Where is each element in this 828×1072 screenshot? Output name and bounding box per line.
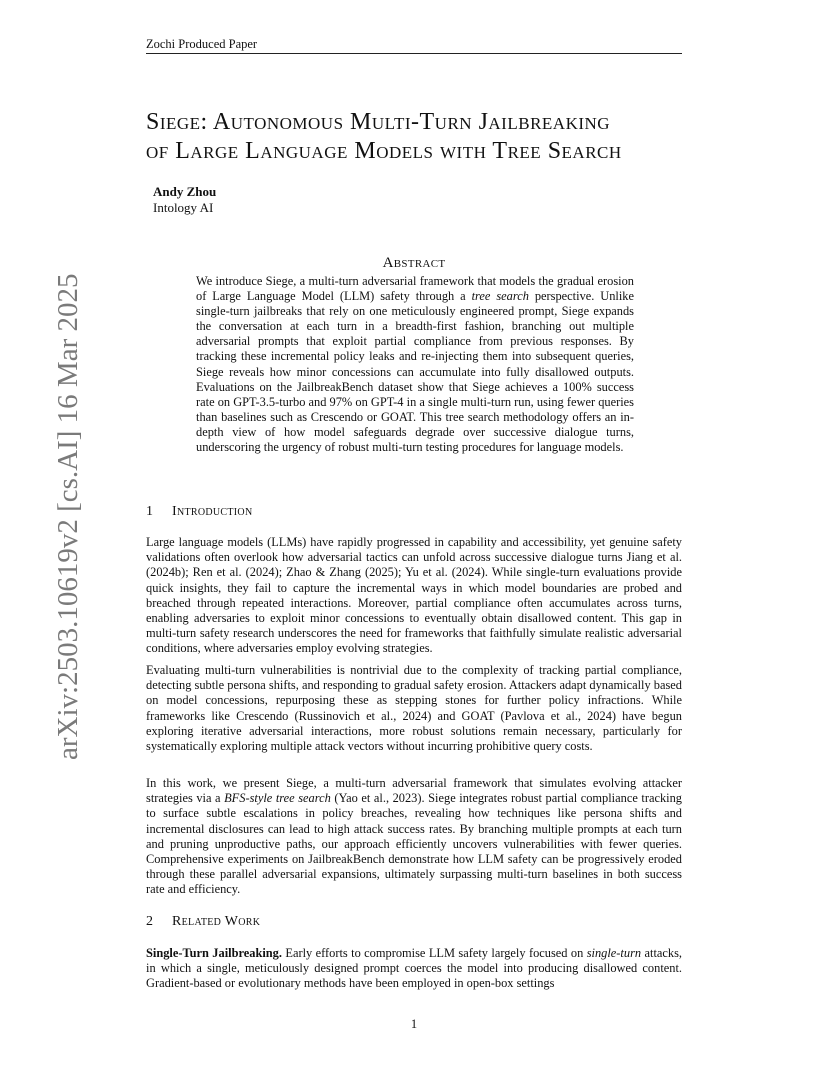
paper-title-line-2: of Large Language Models with Tree Search bbox=[146, 138, 622, 164]
introduction-paragraph-2: Evaluating multi-turn vulnerabilities is nontrivial due to the complexity of tracking partial compliance, detecting subtle persona shifts, and responding to gradual safety erosion. Attackers adapt dynamically based on model concessions, repurposing these as stepping stones for further policy infractions. While frameworks like Crescendo (Russinovich et al., 2024) and GOAT (Pavlova et al., 2024) have begun exploring iterative adversarial interactions, more robust solutions remain necessary, particularly for systematically exploring multiple attack vectors without incurring prohibitive query costs. bbox=[146, 663, 682, 754]
introduction-paragraph-3-part-2: (Yao et al., 2023). Siege integrates robust partial compliance tracking to surface subtle escalations in policy breaches, revealing how techniques like persona shifts and incremental disclosures can lead to high attack success rates. By branching multiple prompts at each turn and pruning unproductive paths, our approach efficiently uncovers vulnerabilities with fewer queries. Comprehensive experiments on JailbreakBench demonstrate how LLM safety can be progressively eroded through these parallel adversarial expansions, ultimately surpassing multi-turn baselines in both success rate and efficiency. bbox=[146, 791, 682, 897]
author-affiliation: Intology AI bbox=[153, 200, 214, 215]
section-heading-related-work bbox=[146, 913, 260, 930]
abstract-emphasis: tree search bbox=[471, 289, 529, 304]
introduction-paragraph-1: Large language models (LLMs) have rapidly progressed in capability and accessibility, yet genuine safety validations often overlook how adversarial tactics can unfold across successive dialogue turns Jiang et al. (2024b); Ren et al. (2024); Zhao & Zhang (2025); Yu et al. (2024). While single-turn evaluations provide quick insights, they fail to capture the incremental ways in which model boundaries are probed and breached through repeated interactions. Moreover, partial compliance often accumulates across turns, enabling adversaries to exploit minor concessions to eventually obtain disallowed content. This gap in multi-turn safety research underscores the need for frameworks that faithfully simulate realistic adversarial conditions, where adversaries employ evolving strategies. bbox=[146, 535, 682, 656]
author-block bbox=[153, 184, 216, 216]
section-number: 2 bbox=[146, 914, 154, 929]
paper-title-line-1: Siege: Autonomous Multi-Turn Jailbreaking bbox=[146, 109, 611, 135]
section-number: 1 bbox=[146, 504, 154, 519]
arxiv-side-stamp bbox=[40, 273, 84, 760]
abstract-text-part-2: perspective. Unlike single-turn jailbreaks that rely on one meticulously engineered prompt, Siege expands the conversation at each turn in a breadth-first fashion, branching out multiple adversarial prompts that exploit partial compliance from previous responses. By tracking these incremental policy leaks and re-injecting them into subsequent queries, Siege reveals how minor concessions can accumulate into fully disallowed outputs. Evaluations on the JailbreakBench dataset show that Siege achieves a 100% success rate on GPT-3.5-turbo and 97% on GPT-4 in a single multi-turn run, using fewer queries than baselines such as Crescendo or GOAT. This tree search methodology offers an in-depth view of how model safeguards degrade over successive dialogue turns, underscoring the urgency of robust multi-turn testing procedures for language models. bbox=[196, 289, 635, 455]
running-header bbox=[146, 36, 682, 54]
introduction-paragraph-3-emphasis: BFS-style tree search bbox=[224, 791, 331, 806]
section-heading-introduction bbox=[146, 503, 252, 520]
section-title: Related Work bbox=[172, 914, 261, 929]
paper-title bbox=[146, 108, 706, 166]
related-work-paragraph-1-part-1: Early efforts to compromise LLM safety largely focused on bbox=[281, 946, 587, 960]
related-work-paragraph-1-part-2: attacks, in which a single, meticulously designed prompt coerces the model into producing disallowed content. Gradient-based or evolutionary methods have been employed in open-box settings bbox=[146, 946, 682, 991]
running-title: Zochi Produced Paper bbox=[146, 37, 258, 51]
abstract-text bbox=[196, 274, 634, 455]
arxiv-id-label: arXiv:2503.10619v2 [cs.AI] 16 Mar 2025 bbox=[52, 273, 84, 760]
author-name: Andy Zhou bbox=[153, 184, 217, 199]
related-work-emphasis: single-turn bbox=[586, 946, 642, 960]
abstract-heading: Abstract bbox=[382, 255, 446, 271]
introduction-paragraph-3-part-1: In this work, we present Siege, a multi-turn adversarial framework that simulates evolving attacker strategies via a bbox=[146, 776, 682, 806]
introduction-paragraph-3 bbox=[146, 776, 682, 898]
page-number: 1 bbox=[410, 1017, 418, 1031]
section-title: Introduction bbox=[172, 504, 253, 519]
abstract-text-part-1: We introduce Siege, a multi-turn adversarial framework that models the gradual erosion of Large Language Model (LLM) safety through a bbox=[196, 274, 634, 304]
related-work-paragraph-1 bbox=[146, 946, 682, 992]
paragraph-lead-in: Single-Turn Jailbreaking. bbox=[146, 946, 282, 960]
